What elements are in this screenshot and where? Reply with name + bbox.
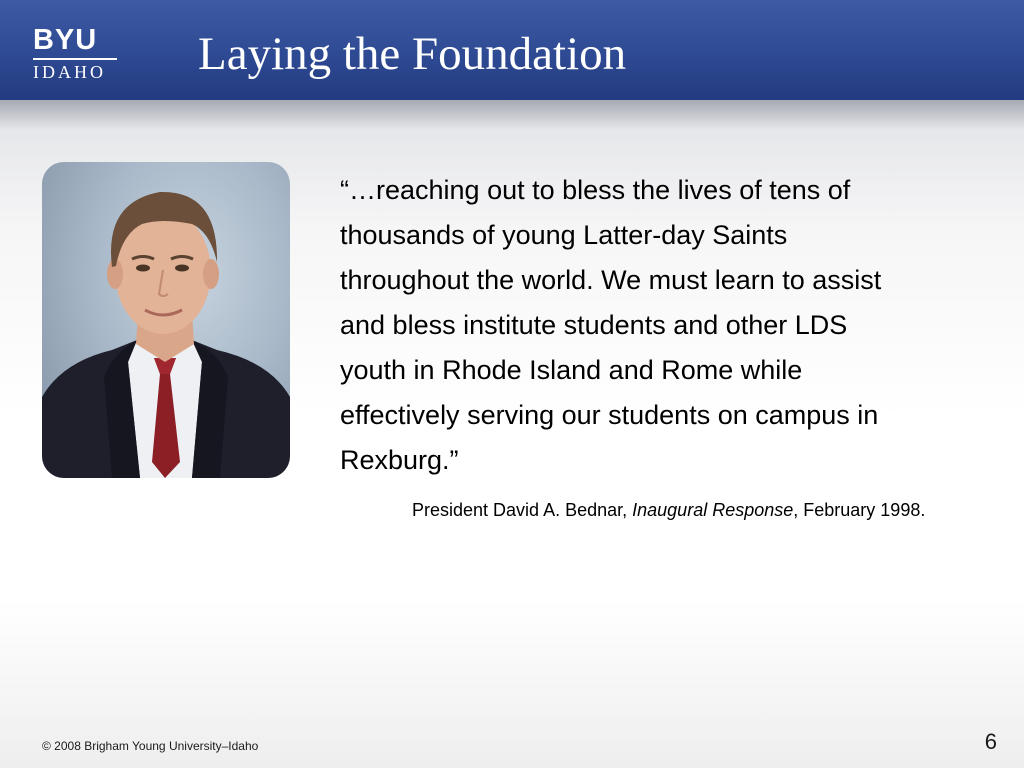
citation-date: , February 1998. (793, 500, 926, 520)
footer-copyright: © 2008 Brigham Young University–Idaho (42, 739, 259, 753)
logo-divider (33, 58, 117, 60)
slide-title: Laying the Foundation (198, 28, 627, 80)
portrait-photo (42, 162, 290, 478)
quote-line: “…reaching out to bless the lives of tens of (340, 175, 851, 205)
quote-line: thousands of young Latter-day Saints (340, 220, 788, 250)
citation-work: Inaugural Response (632, 500, 794, 520)
byu-idaho-logo (33, 26, 119, 82)
quote-text (340, 168, 990, 483)
quote-line: effectively serving our students on campus in (340, 400, 879, 430)
header-bar (0, 0, 1024, 100)
slide-number: 6 (984, 729, 997, 754)
quote-line: and bless institute students and other LDS (340, 310, 848, 340)
quote-line: Rexburg.” (340, 445, 459, 475)
quote-citation (412, 498, 925, 522)
citation-author: President David A. Bednar, (412, 500, 633, 520)
logo-idaho-text: IDAHO (33, 62, 106, 82)
quote-line: youth in Rhode Island and Rome while (340, 355, 803, 385)
logo-byu-text: BYU (33, 24, 98, 56)
header-shadow (0, 100, 1024, 130)
quote-line: throughout the world. We must learn to assist (340, 265, 882, 295)
